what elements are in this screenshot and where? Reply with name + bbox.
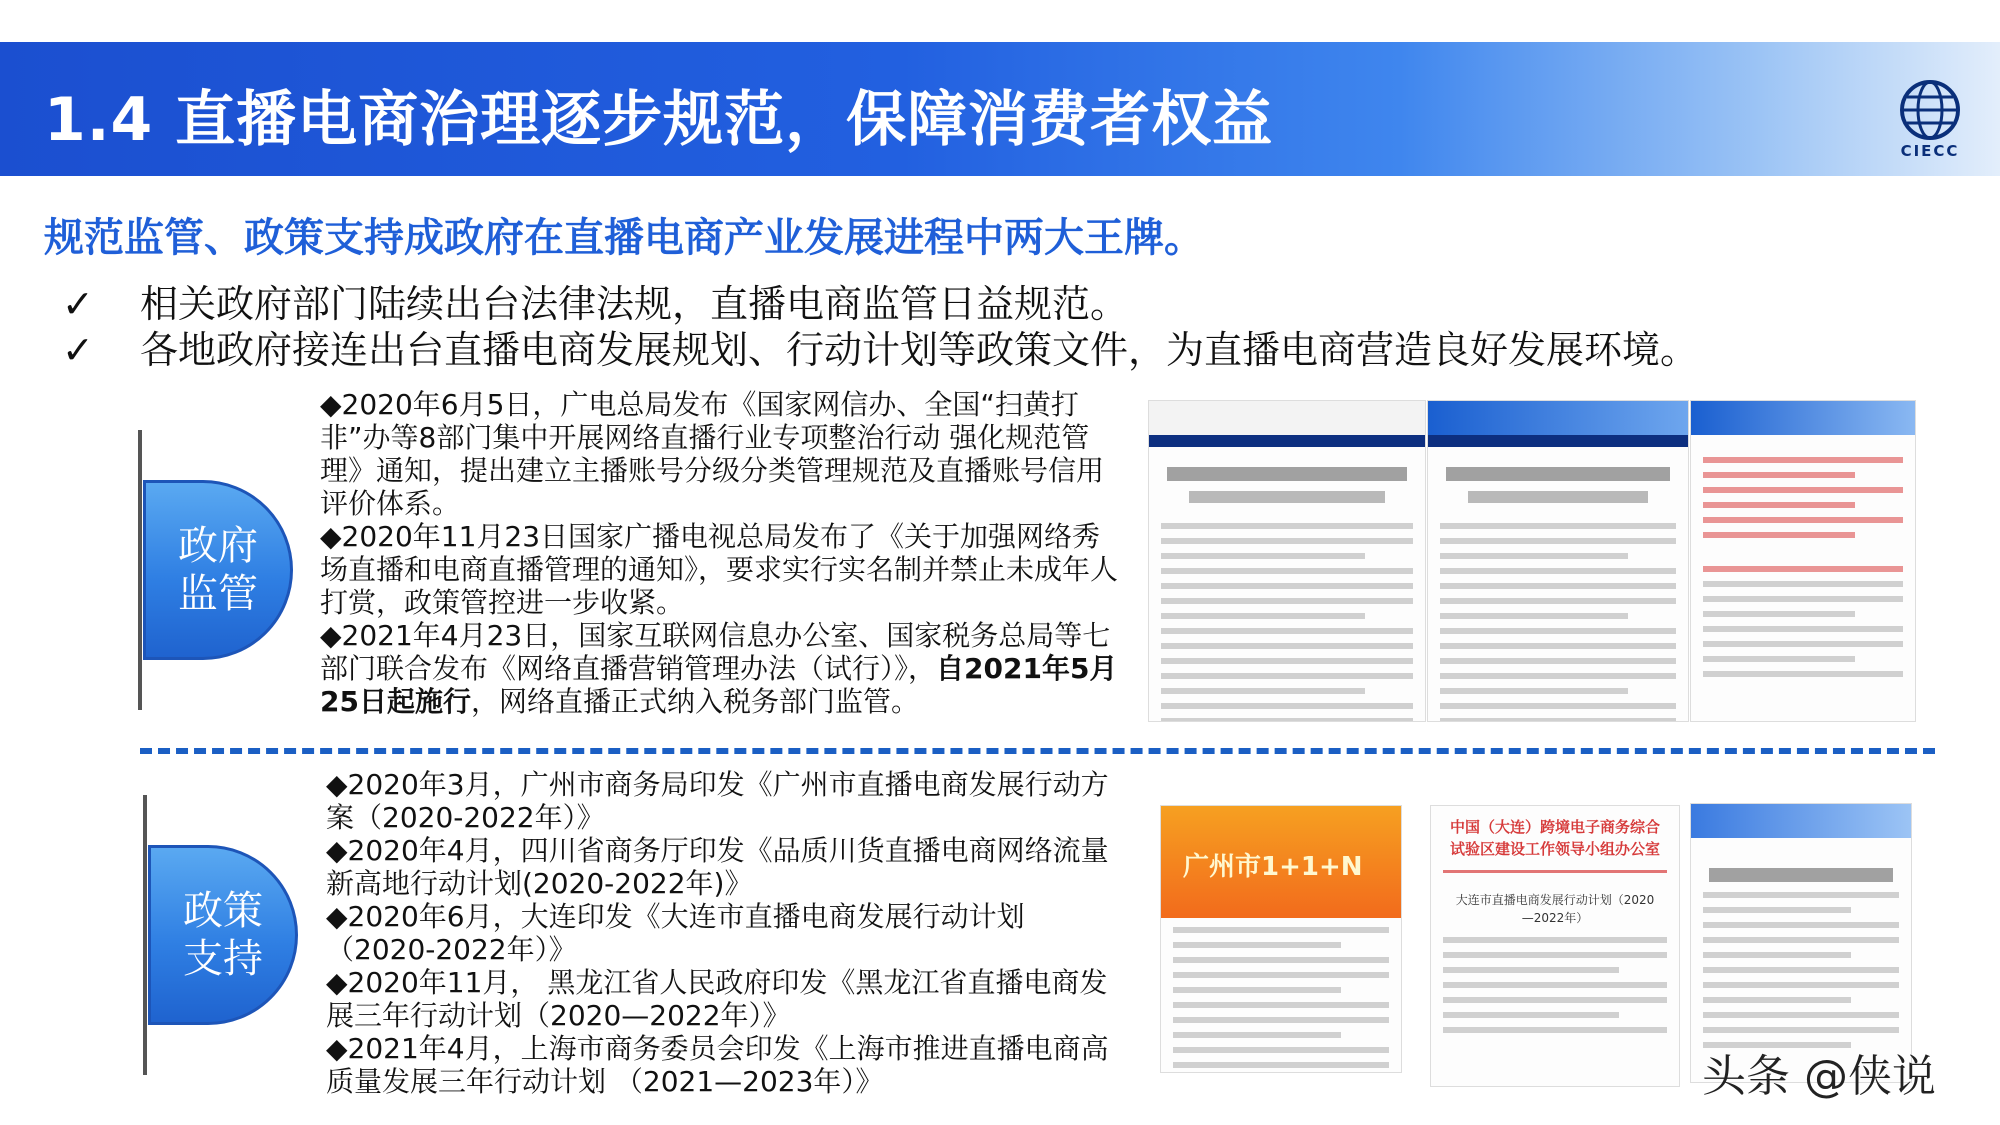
bullet-item	[62, 319, 1698, 374]
policy-item: ◆2020年6月，大连印发《大连市直播电商发展行动计划（2020-2022年）》	[326, 900, 1025, 966]
section-divider	[140, 748, 1935, 754]
dalian-doc-title: 大连市直播电商发展行动计划（2020—2022年）	[1455, 893, 1655, 925]
policy-text	[326, 768, 1116, 1098]
emphasis-text: 自2021年5月25日起施行	[320, 652, 1118, 718]
document-thumbnail	[1430, 805, 1680, 1087]
badge-line: 政府	[178, 523, 258, 569]
ciecc-logo	[1880, 76, 1980, 176]
globe-icon	[1898, 78, 1962, 142]
badge-policy-support	[148, 845, 298, 1025]
policy-item: ◆2020年4月，四川省商务厅印发《品质川货直播电商网络流量新高地行动计划(2020-2022年)》	[326, 834, 1109, 900]
policy-item: ◆2021年4月，上海市商务委员会印发《上海市推进直播电商高质量发展三年行动计划 （2021—2023年）》	[326, 1032, 1109, 1098]
badge-line: 监管	[178, 571, 258, 617]
guangzhou-banner-text: 广州市1+1+N	[1183, 852, 1363, 882]
text-span: ◆2021年4月23日，国家互联网信息办公室、国家税务总局等七部门联合发布《网络直播营销管理办法（试行）》，	[320, 619, 1111, 685]
badge-line: 政策	[183, 888, 263, 934]
section-marker-line	[143, 795, 147, 1075]
check-icon: ✓	[62, 282, 94, 326]
section-marker-line	[138, 430, 142, 710]
text-span: ，网络直播正式纳入税务部门监管。	[470, 685, 919, 718]
bullet-text: 各地政府接连出台直播电商发展规划、行动计划等政策文件，为直播电商营造良好发展环境。	[140, 328, 1699, 372]
policy-item: ◆2020年3月，广州市商务局印发《广州市直播电商发展行动方案（2020-2022年）》	[326, 768, 1109, 834]
page-title: 1.4 直播电商治理逐步规范，保障消费者权益	[44, 85, 1274, 155]
check-icon: ✓	[62, 328, 94, 372]
regulation-text	[320, 388, 1125, 718]
regulation-paragraph: ◆2020年6月5日，广电总局发布《国家网信办、全国“扫黄打非”办等8部门集中开展网络直播行业专项整治行动 强化规范管理》通知，提出建立主播账号分级分类管理规范及直播账号信用评价体系。	[320, 388, 1105, 520]
regulation-paragraph: ◆2020年11月23日国家广播电视总局发布了《关于加强网络秀场直播和电商直播管理的通知》，要求实行实名制并禁止未成年人打赏，政策管控进一步收紧。	[320, 520, 1119, 619]
dalian-header-text: 中国（大连）跨境电子商务综合试验区建设工作领导小组办公室	[1449, 818, 1660, 858]
document-thumbnail	[1148, 400, 1426, 722]
document-thumbnail	[1690, 400, 1916, 722]
document-thumbnail	[1427, 400, 1689, 722]
document-thumbnail	[1160, 805, 1402, 1073]
watermark: 头条 @侠说	[1702, 1051, 1936, 1102]
policy-item: ◆2020年11月， 黑龙江省人民政府印发《黑龙江省直播电商发展三年行动计划（2020—2022年）》	[326, 966, 1108, 1032]
header-banner	[0, 42, 2000, 176]
regulation-paragraph	[320, 619, 1125, 718]
badge-regulation	[143, 480, 293, 660]
subheading: 规范监管、政策支持成政府在直播电商产业发展进程中两大王牌。	[44, 215, 1204, 261]
badge-line: 支持	[183, 936, 263, 982]
bullet-text: 相关政府部门陆续出台法律法规，直播电商监管日益规范。	[140, 282, 1129, 326]
logo-text: CIECC	[1900, 142, 1960, 160]
